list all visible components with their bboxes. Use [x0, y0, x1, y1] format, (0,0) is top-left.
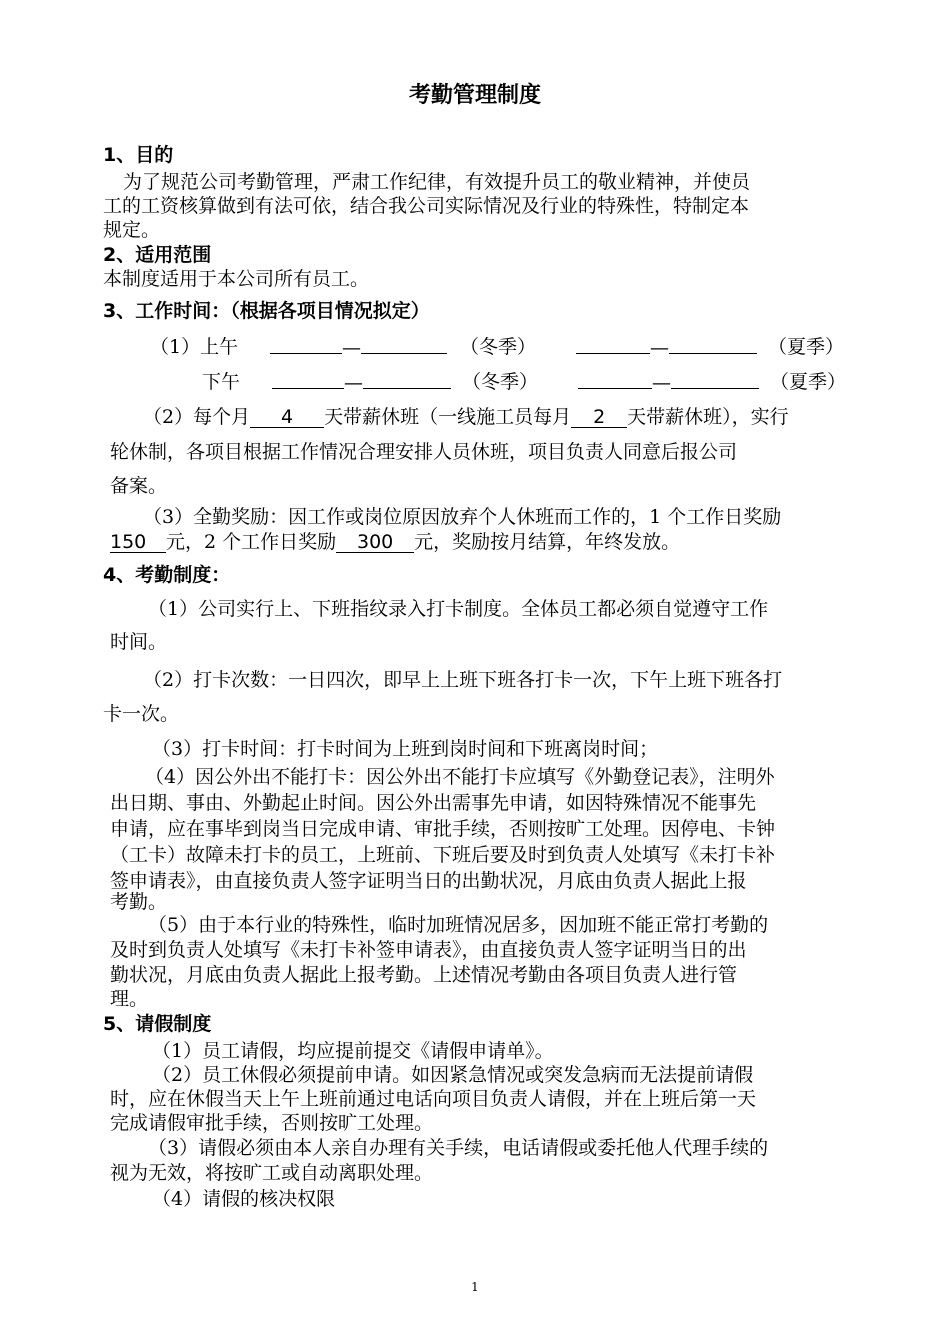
section-4-heading: 4、考勤制度：	[103, 564, 231, 586]
am-winter-end-blank[interactable]	[361, 335, 447, 354]
section-5-heading: 5、请假制度	[103, 1013, 212, 1035]
section-4-item-5-line-4: 理。	[110, 988, 149, 1010]
pm-winter-label: （冬季）	[462, 371, 539, 393]
pm-winter-start-blank[interactable]	[272, 370, 344, 389]
text-segment: 元，2 个工作日奖励	[166, 531, 337, 553]
section-4-item-4-line-3: 申请，应在事毕到岗当日完成申请、审批手续，否则按旷工处理。因停电、卡钟	[110, 818, 776, 840]
text-segment: 元，奖励按月结算，年终发放。	[414, 531, 681, 553]
section-1-heading: 1、目的	[103, 144, 174, 166]
dash: —	[342, 337, 361, 359]
section-3-item-2-line-3: 备案。	[110, 475, 168, 497]
pm-summer-times	[578, 370, 759, 395]
section-4-item-1-line-2: 时间。	[110, 631, 168, 653]
pm-summer-label: （夏季）	[770, 371, 847, 393]
pm-summer-end-blank[interactable]	[671, 370, 759, 389]
am-winter-start-blank[interactable]	[270, 335, 342, 354]
section-2-line-1: 本制度适用于本公司所有员工。	[103, 268, 370, 290]
am-summer-end-blank[interactable]	[669, 335, 757, 354]
section-4-item-4-line-1: （4）因公外出不能打卡：因公外出不能打卡应填写《外勤登记表》，注明外	[145, 766, 775, 788]
section-4-item-4-line-6: 考勤。	[110, 891, 168, 913]
section-5-item-3-line-1: （3）请假必须由本人亲自办理有关手续，电话请假或委托他人代理手续的	[148, 1137, 769, 1159]
section-4-item-2-line-1: （2）打卡次数：一日四次，即早上上班下班各打卡一次，下午上班下班各打	[143, 669, 783, 691]
section-4-item-3-line-1: （3）打卡时间：打卡时间为上班到岗时间和下班离岗时间；	[152, 738, 659, 760]
section-3-item-3-line-2	[110, 530, 680, 554]
section-3-item-2-line-2: 轮休制，各项目根据工作情况合理安排人员休班，项目负责人同意后报公司	[110, 441, 738, 463]
am-summer-label: （夏季）	[768, 336, 845, 358]
bonus-one-day: 150	[110, 532, 166, 553]
section-5-item-4-line-1: （4）请假的核决权限	[152, 1188, 336, 1210]
section-5-item-3-line-2: 视为无效，将按旷工或自动离职处理。	[110, 1162, 434, 1184]
section-4-item-4-line-2: 出日期、事由、外勤起止时间。因公外出需事先申请，如因特殊情况不能事先	[110, 792, 757, 814]
am-summer-start-blank[interactable]	[576, 335, 650, 354]
monthly-leave-days: 4	[250, 407, 324, 428]
am-winter-times	[270, 335, 447, 360]
section-5-item-2-line-3: 完成请假审批手续，否则按旷工处理。	[110, 1112, 434, 1134]
frontline-leave-days: 2	[571, 407, 627, 428]
section-2-heading: 2、适用范围	[103, 244, 212, 266]
section-4-item-5-line-1: （5）由于本行业的特殊性，临时加班情况居多，因加班不能正常打考勤的	[148, 914, 769, 936]
section-4-item-2-line-2: 卡一次。	[103, 703, 180, 725]
document-title: 考勤管理制度	[408, 83, 541, 108]
section-4-item-4-line-4: （工卡）故障未打卡的员工，上班前、下班后要及时到负责人处填写《未打卡补	[110, 844, 776, 866]
am-summer-times	[576, 335, 757, 360]
am-winter-label: （冬季）	[460, 336, 537, 358]
section-4-item-4-line-5: 签申请表》，由直接负责人签字证明当日的出勤状况，月底由负责人据此上报	[110, 870, 747, 892]
text-segment: 天带薪休班），实行	[627, 406, 789, 428]
dash: —	[344, 372, 363, 394]
section-1-line-2: 工的工资核算做到有法可依，结合我公司实际情况及行业的特殊性，特制定本	[103, 195, 750, 217]
section-4-item-1-line-1: （1）公司实行上、下班指纹录入打卡制度。全体员工都必须自觉遵守工作	[148, 598, 769, 620]
section-5-item-2-line-2: 时，应在休假当天上午上班前通过电话向项目负责人请假，并在上班后第一天	[110, 1088, 757, 1110]
dash: —	[650, 337, 669, 359]
section-4-item-5-line-3: 勤状况，月底由负责人据此上报考勤。上述情况考勤由各项目负责人进行管	[110, 964, 738, 986]
am-label: （1）上午	[150, 336, 239, 358]
text-segment: （2）每个月	[143, 406, 251, 428]
section-5-item-2-line-1: （2）员工休假必须提前申请。如因紧急情况或突发急病而无法提前请假	[152, 1064, 754, 1086]
pm-winter-end-blank[interactable]	[363, 370, 451, 389]
page-number: 1	[471, 1280, 479, 1294]
text-segment: 天带薪休班（一线施工员每月	[324, 406, 572, 428]
pm-summer-start-blank[interactable]	[578, 370, 652, 389]
pm-label: 下午	[202, 371, 241, 393]
section-5-item-1-line-1: （1）员工请假，均应提前提交《请假申请单》。	[152, 1040, 554, 1062]
bonus-two-days: 300	[336, 532, 414, 553]
section-3-item-3-line-1: （3）全勤奖励：因工作或岗位原因放弃个人休班而工作的，1 个工作日奖励	[143, 506, 782, 528]
section-3-heading: 3、工作时间：（根据各项目情况拟定）	[103, 300, 430, 322]
section-1-line-3: 规定。	[103, 219, 161, 241]
dash: —	[652, 372, 671, 394]
pm-winter-times	[272, 370, 451, 395]
section-4-item-5-line-2: 及时到负责人处填写《未打卡补签申请表》，由直接负责人签字证明当日的出	[110, 939, 747, 961]
section-3-item-2-line-1	[143, 405, 789, 429]
section-1-line-1: 为了规范公司考勤管理，严肃工作纪律，有效提升员工的敬业精神，并使员	[123, 171, 751, 193]
